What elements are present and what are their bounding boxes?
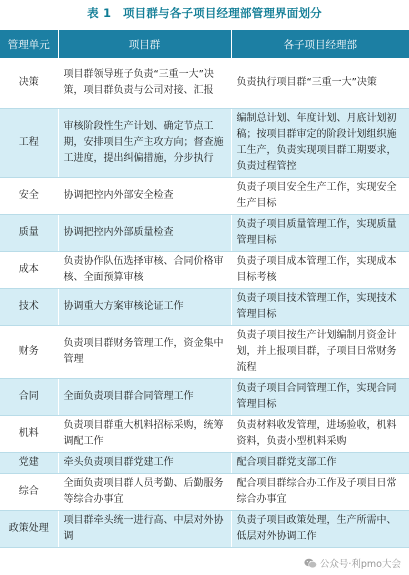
cell-sub: 负责子项目技术管理工作，实现技术管理目标	[231, 288, 409, 325]
cell-sub: 配合项目群党支部工作	[231, 452, 409, 473]
table-row	[0, 510, 409, 547]
cell-unit: 综合	[0, 473, 58, 510]
cell-sub: 负责子项目质量管理工作，实现质量管理目标	[231, 214, 409, 251]
watermark-text: 公众号·利pmo大会	[319, 559, 401, 570]
cell-group: 牵头负责项目群党建工作	[58, 452, 231, 473]
table-row	[0, 452, 409, 473]
cell-sub: 编制总计划、年度计划、月底计划初稿；按项目群审定的阶段计划组织施工生产，负责实现项目群工期要求，负责过程管控	[231, 108, 409, 177]
cell-unit: 质量	[0, 214, 58, 251]
cell-group: 项目群领导班子负责“三重一大”决策，项目群负责与公司对接、汇报	[58, 58, 231, 108]
table-row	[0, 325, 409, 378]
cell-unit: 成本	[0, 251, 58, 288]
wechat-icon	[304, 558, 317, 569]
table-row	[0, 214, 409, 251]
table-row	[0, 288, 409, 325]
cell-sub: 负责子项目按生产计划编制月资金计划，并上报项目群，子项目日常财务流程	[231, 325, 409, 378]
cell-unit: 合同	[0, 378, 58, 415]
table-row	[0, 177, 409, 214]
table-caption: 表 1 项目群与各子项目经理部管理界面划分	[87, 6, 322, 20]
cell-sub: 负责子项目成本管理工作，实现成本目标考核	[231, 251, 409, 288]
table-row	[0, 415, 409, 452]
cell-group: 协调重大方案审核论证工作	[58, 288, 231, 325]
table-row	[0, 378, 409, 415]
cell-sub: 负责子项目安全生产工作，实现安全生产目标	[231, 177, 409, 214]
header-project-group: 项目群	[58, 30, 231, 58]
cell-unit: 机料	[0, 415, 58, 452]
cell-group: 协调把控内外部安全检查	[58, 177, 231, 214]
cell-group: 全面负责项目群人员考勤、后勤服务等综合办事宜	[58, 473, 231, 510]
cell-group: 审核阶段性生产计划、确定节点工期，安排项目生产主攻方向；督查施工进度，提出纠偏措施，分步执行	[58, 108, 231, 177]
table-row	[0, 473, 409, 510]
watermark	[304, 556, 401, 570]
cell-group: 负责协作队伍选择审核、合同价格审核、全面预算审核	[58, 251, 231, 288]
cell-group: 负责项目群财务管理工作，资金集中管理	[58, 325, 231, 378]
management-interface-table	[0, 30, 409, 548]
table-row	[0, 108, 409, 177]
cell-sub: 负责材料收发管理，进场验收，机料资料，负责小型机料采购	[231, 415, 409, 452]
cell-unit: 财务	[0, 325, 58, 378]
cell-group: 负责项目群重大机料招标采购，统筹调配工作	[58, 415, 231, 452]
cell-unit: 工程	[0, 108, 58, 177]
cell-sub: 配合项目群综合办工作及子项目日常综合办事宜	[231, 473, 409, 510]
cell-unit: 安全	[0, 177, 58, 214]
cell-group: 协调把控内外部质量检查	[58, 214, 231, 251]
cell-sub: 负责子项目合同管理工作，实现合同管理目标	[231, 378, 409, 415]
cell-sub: 负责子项目政策处理，生产所需中、低层对外协调工作	[231, 510, 409, 547]
cell-sub: 负责执行项目群“三重一大”决策	[231, 58, 409, 108]
cell-unit: 党建	[0, 452, 58, 473]
table-header-row	[0, 30, 409, 58]
table-row	[0, 58, 409, 108]
header-sub-project-dept: 各子项目经理部	[231, 30, 409, 58]
cell-group: 项目群牵头统一进行高、中层对外协调	[58, 510, 231, 547]
cell-group: 全面负责项目群合同管理工作	[58, 378, 231, 415]
header-management-unit: 管理单元	[0, 30, 58, 58]
cell-unit: 决策	[0, 58, 58, 108]
cell-unit: 政策处理	[0, 510, 58, 547]
cell-unit: 技术	[0, 288, 58, 325]
table-row	[0, 251, 409, 288]
